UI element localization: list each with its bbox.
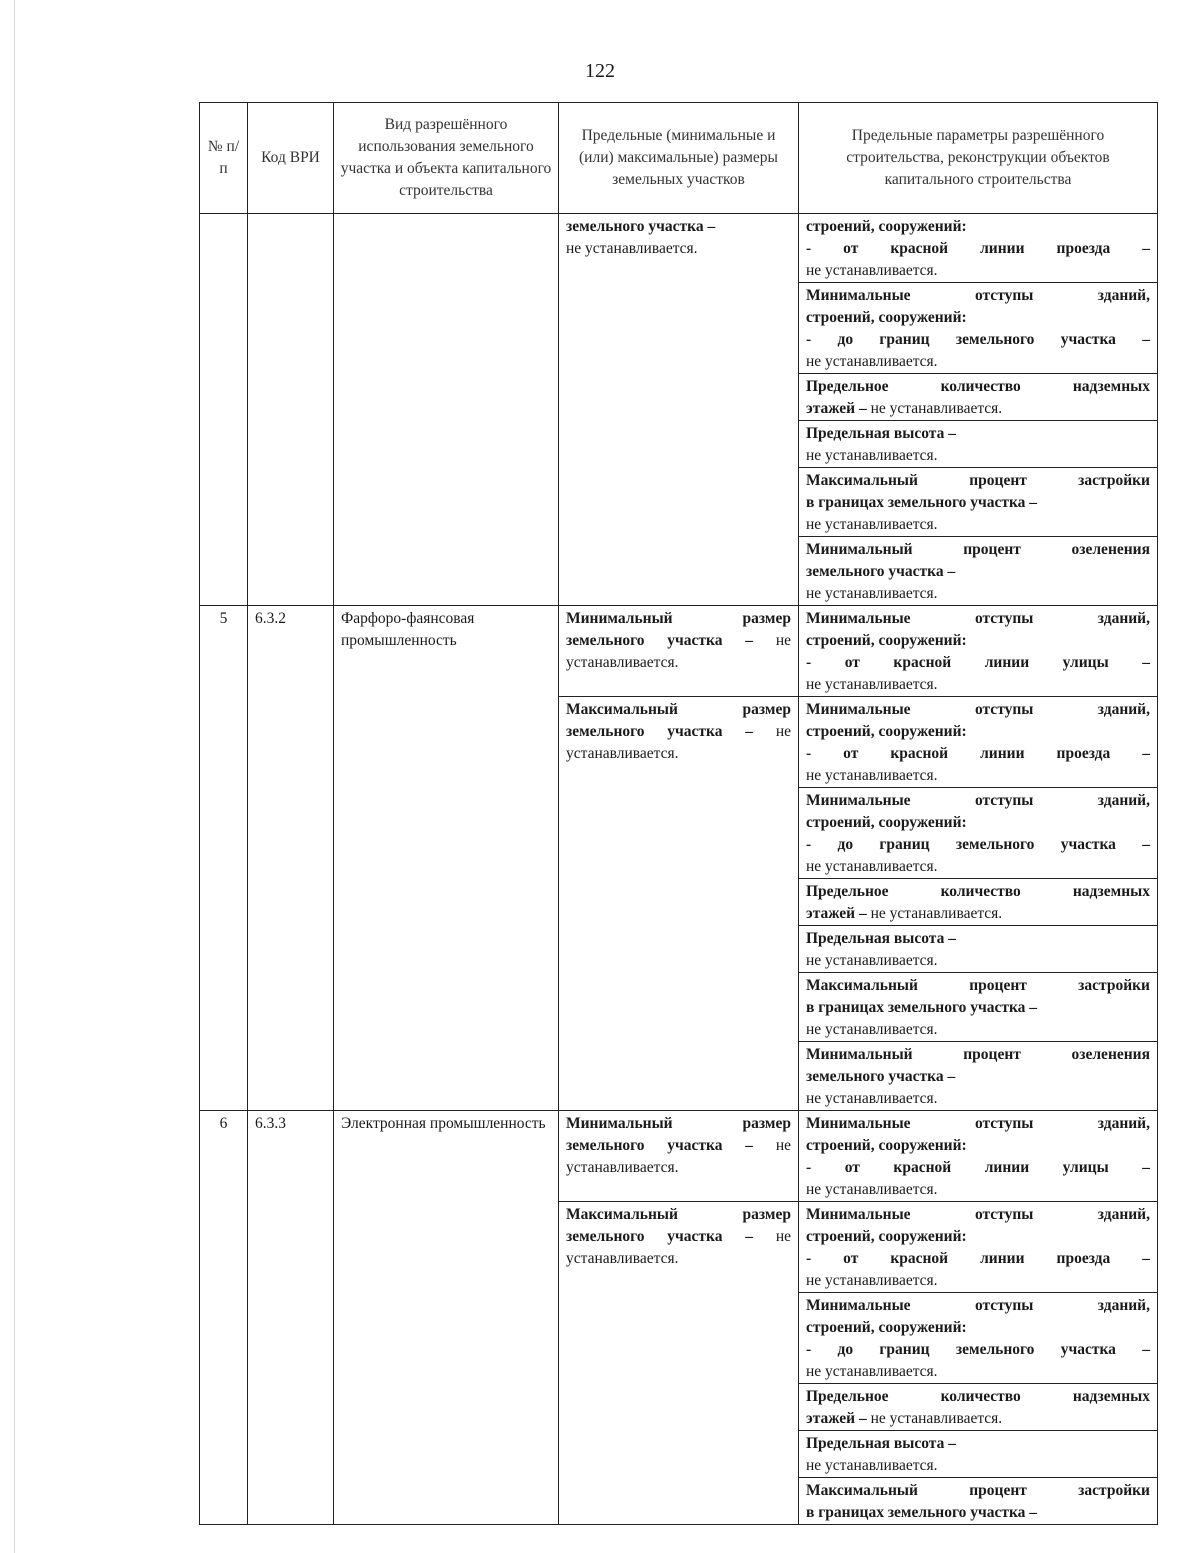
param-cell: Предельная высота – не устанавливается. — [799, 926, 1158, 973]
row-num-cell: 5 — [200, 606, 248, 1111]
row-code-cell: 6.3.2 — [248, 606, 334, 1111]
row-name-cell: Электронная промышленность — [334, 1111, 559, 1525]
header-params: Предельные параметры разрешённого строительства, реконструкции объектов капитального строительства — [799, 103, 1158, 214]
page-number: 122 — [585, 60, 615, 82]
header-size: Предельные (минимальные и (или) максимальные) размеры земельных участков — [559, 103, 799, 214]
param-cell: Минимальные отступы зданий, строений, сооружений: - от красной линии улицы – не устанавливается. — [799, 1111, 1158, 1202]
size-max-cell: Максимальный размер земельного участка – не устанавливается. — [559, 697, 799, 1111]
param-cell: Предельное количество надземных этажей – не устанавливается. — [799, 879, 1158, 926]
table-row — [200, 1111, 1158, 1202]
size-min-cell: Минимальный размер земельного участка – не устанавливается. — [559, 606, 799, 697]
param-cell: Максимальный процент застройки в границах земельного участка – — [799, 1478, 1158, 1525]
header-code: Код ВРИ — [248, 103, 334, 214]
param-cell: Минимальные отступы зданий, строений, сооружений: - от красной линии улицы – не устанавливается. — [799, 606, 1158, 697]
param-cell: Минимальные отступы зданий, строений, сооружений: - до границ земельного участка – не устанавливается. — [799, 283, 1158, 374]
param-cell: Минимальные отступы зданий, строений, сооружений: - до границ земельного участка – не устанавливается. — [799, 788, 1158, 879]
cont-code-cell — [248, 214, 334, 606]
table-row — [200, 214, 1158, 283]
cont-num-cell — [200, 214, 248, 606]
row-num-cell: 6 — [200, 1111, 248, 1525]
param-cell: Минимальные отступы зданий, строений, сооружений: - от красной линии проезда – не устанавливается. — [799, 697, 1158, 788]
param-cell: Предельная высота – не устанавливается. — [799, 1431, 1158, 1478]
param-cell: Минимальные отступы зданий, строений, сооружений: - до границ земельного участка – не устанавливается. — [799, 1293, 1158, 1384]
scan-edge-line — [14, 0, 15, 1553]
cont-size-cell: земельного участка – не устанавливается. — [559, 214, 799, 606]
table-header-row — [200, 103, 1158, 214]
row-code-cell: 6.3.3 — [248, 1111, 334, 1525]
size-min-cell: Минимальный размер земельного участка – не устанавливается. — [559, 1111, 799, 1202]
param-cell: Предельное количество надземных этажей – не устанавливается. — [799, 374, 1158, 421]
row-name-cell: Фарфоро-фаянсовая промышленность — [334, 606, 559, 1111]
param-cell: Предельная высота – не устанавливается. — [799, 421, 1158, 468]
param-cell: Максимальный процент застройки в границах земельного участка – не устанавливается. — [799, 973, 1158, 1042]
header-name: Вид разрешённого использования земельного участка и объекта капитального строительства — [334, 103, 559, 214]
param-cell: Минимальный процент озеленения земельного участка – не устанавливается. — [799, 1042, 1158, 1111]
param-cell: строений, сооружений: - от красной линии проезда – не устанавливается. — [799, 214, 1158, 283]
size-max-cell: Максимальный размер земельного участка – не устанавливается. — [559, 1202, 799, 1525]
table-row — [200, 606, 1158, 697]
param-cell: Минимальный процент озеленения земельного участка – не устанавливается. — [799, 537, 1158, 606]
header-num: № п/п — [200, 103, 248, 214]
land-use-table — [199, 102, 1158, 1525]
cont-name-cell — [334, 214, 559, 606]
param-cell: Максимальный процент застройки в границах земельного участка – не устанавливается. — [799, 468, 1158, 537]
param-cell: Предельное количество надземных этажей – не устанавливается. — [799, 1384, 1158, 1431]
param-cell: Минимальные отступы зданий, строений, сооружений: - от красной линии проезда – не устанавливается. — [799, 1202, 1158, 1293]
